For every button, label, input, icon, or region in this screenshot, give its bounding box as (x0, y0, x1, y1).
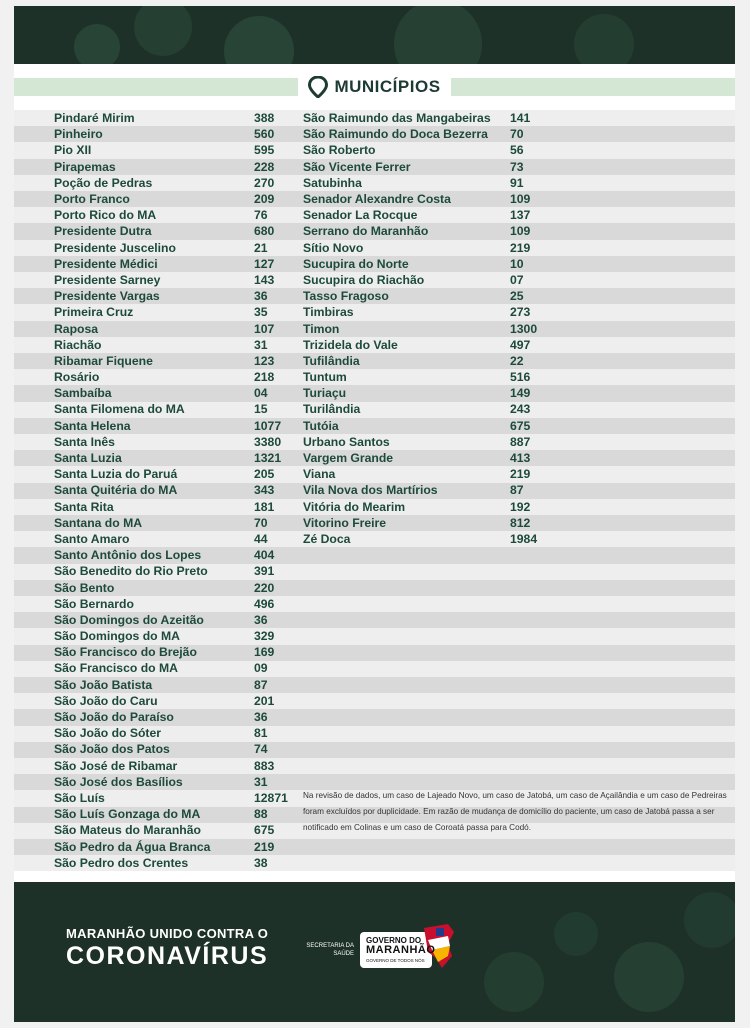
municipality-row (303, 126, 537, 142)
municipality-name: Senador Alexandre Costa (303, 192, 451, 207)
case-count: 87 (510, 483, 524, 498)
section-title (14, 70, 735, 104)
case-count: 388 (254, 111, 275, 126)
case-count: 391 (254, 564, 275, 579)
municipality-row (54, 110, 288, 126)
municipality-name: Sucupira do Norte (303, 256, 409, 271)
municipality-list-left (54, 110, 288, 871)
municipality-row (54, 256, 288, 272)
case-count: 169 (254, 645, 275, 660)
municipality-row (54, 337, 288, 353)
municipality-row (54, 175, 288, 191)
municipality-name: Santana do MA (54, 515, 143, 530)
municipality-name: Pio XII (54, 143, 92, 158)
case-count: 218 (254, 370, 275, 385)
municipality-name: São Bernardo (54, 596, 134, 611)
case-count: 209 (254, 192, 275, 207)
case-count: 21 (254, 240, 268, 255)
case-count: 273 (510, 305, 531, 320)
municipality-row (303, 142, 537, 158)
municipality-row (303, 320, 537, 336)
municipality-row (54, 547, 288, 563)
case-count: 219 (510, 467, 531, 482)
municipality-row (54, 677, 288, 693)
municipality-name: São Benedito do Rio Preto (54, 564, 208, 579)
municipality-row (54, 725, 288, 741)
municipality-name: Ribamar Fiquene (54, 353, 153, 368)
municipality-row (303, 353, 537, 369)
municipality-row (54, 563, 288, 579)
case-count: 36 (254, 710, 268, 725)
municipality-name: São Domingos do Azeitão (54, 612, 204, 627)
case-count: 10 (510, 256, 524, 271)
case-count: 219 (510, 240, 531, 255)
case-count: 81 (254, 726, 268, 741)
municipality-row (54, 612, 288, 628)
municipality-name: Poção de Pedras (54, 175, 153, 190)
municipality-name: São Raimundo das Mangabeiras (303, 111, 491, 126)
virus-decoration (134, 6, 192, 56)
case-count: 137 (510, 208, 531, 223)
case-count: 25 (510, 289, 524, 304)
municipality-name: São Domingos do MA (54, 629, 180, 644)
municipality-row (54, 741, 288, 757)
municipality-name: Urbano Santos (303, 434, 390, 449)
municipality-name: Timbiras (303, 305, 354, 320)
municipality-name: Sucupira do Riachão (303, 272, 425, 287)
location-pin-icon (308, 76, 328, 98)
case-count: 329 (254, 629, 275, 644)
municipality-name: Rosário (54, 370, 100, 385)
municipality-row (303, 207, 537, 223)
municipality-name: Pindaré Mirim (54, 111, 135, 126)
municipality-row (303, 191, 537, 207)
municipality-row (54, 660, 288, 676)
municipality-row (303, 401, 537, 417)
municipality-row (54, 191, 288, 207)
case-count: 22 (510, 353, 524, 368)
municipality-name: Santa Luzia (54, 451, 122, 466)
municipality-name: São Luís Gonzaga do MA (54, 807, 201, 822)
municipality-row (54, 223, 288, 239)
case-count: 560 (254, 127, 275, 142)
case-count: 3380 (254, 434, 282, 449)
municipality-row (54, 531, 288, 547)
municipality-name: São Luís (54, 790, 105, 805)
municipality-row (54, 855, 288, 871)
municipality-name: Santo Antônio dos Lopes (54, 548, 202, 563)
municipality-name: Santa Inês (54, 434, 115, 449)
municipality-row (303, 110, 537, 126)
municipality-row (303, 223, 537, 239)
municipality-name: São Roberto (303, 143, 376, 158)
municipality-row (303, 385, 537, 401)
case-count: 220 (254, 580, 275, 595)
case-count: 09 (254, 661, 268, 676)
municipality-row (54, 272, 288, 288)
municipality-row (303, 337, 537, 353)
case-count: 123 (254, 353, 275, 368)
municipality-name: São José de Ribamar (54, 758, 178, 773)
municipality-name: São Raimundo do Doca Bezerra (303, 127, 488, 142)
municipality-name: Timon (303, 321, 340, 336)
case-count: 1984 (510, 531, 538, 546)
gov-line-2: MARANHÃO (366, 944, 436, 956)
municipality-name: Vitória do Mearim (303, 499, 406, 514)
municipality-name: Raposa (54, 321, 99, 336)
municipality-name: Presidente Dutra (54, 224, 152, 239)
case-count: 07 (510, 272, 524, 287)
municipality-name: São João do Caru (54, 693, 158, 708)
municipality-name: Viana (303, 467, 336, 482)
municipality-name: São Bento (54, 580, 115, 595)
municipality-name: Pinheiro (54, 127, 103, 142)
case-count: 87 (254, 677, 268, 692)
municipality-name: São Pedro dos Crentes (54, 855, 189, 870)
case-count: 73 (510, 159, 524, 174)
municipality-row (54, 790, 288, 806)
municipality-name: Tutóia (303, 418, 339, 433)
municipality-name: Turiaçu (303, 386, 347, 401)
municipality-row (303, 175, 537, 191)
case-count: 675 (254, 823, 275, 838)
slogan-line-1: MARANHÃO UNIDO CONTRA O (66, 926, 269, 941)
municipality-row (54, 320, 288, 336)
municipality-name: Presidente Juscelino (54, 240, 176, 255)
municipality-name: Trizidela do Vale (303, 337, 398, 352)
case-count: 228 (254, 159, 275, 174)
municipality-row (54, 207, 288, 223)
gov-line-3: GOVERNO DE TODOS NÓS (366, 958, 425, 963)
case-count: 496 (254, 596, 275, 611)
case-count: 143 (254, 272, 275, 287)
case-count: 1077 (254, 418, 282, 433)
case-count: 343 (254, 483, 275, 498)
municipality-row (54, 515, 288, 531)
virus-decoration (614, 942, 684, 1012)
case-count: 109 (510, 224, 531, 239)
municipality-row (54, 159, 288, 175)
case-count: 1321 (254, 451, 282, 466)
case-count: 270 (254, 175, 275, 190)
municipality-row (54, 369, 288, 385)
municipality-row (54, 499, 288, 515)
case-count: 141 (510, 111, 531, 126)
municipality-row (54, 288, 288, 304)
case-count: 883 (254, 758, 275, 773)
bulletin-page (14, 6, 735, 1022)
footer-band (14, 882, 735, 1022)
municipality-row (54, 774, 288, 790)
municipality-name: Satubinha (303, 175, 362, 190)
municipality-name: São João Batista (54, 677, 153, 692)
municipality-name: São Mateus do Maranhão (54, 823, 201, 838)
case-count: 201 (254, 693, 275, 708)
revision-note: Na revisão de dados, um caso de Lajeado Novo, um caso de Jatobá, um caso de Açailândia e um caso de Pedreiras foram excluídos por duplicidade. Em razão de mudança de domicílio do paciente, um caso de Jatobá passa a ser notificado em Colinas e um caso de Coroatá passa para Codó. (303, 791, 727, 833)
case-count: 04 (254, 386, 268, 401)
case-count: 74 (254, 742, 268, 757)
secretaria-label: SECRETARIA DA SAÚDE (306, 943, 354, 957)
municipality-row (303, 272, 537, 288)
case-count: 70 (254, 515, 268, 530)
case-count: 31 (254, 337, 268, 352)
municipality-row (54, 579, 288, 595)
municipality-name: São Pedro da Água Branca (54, 839, 211, 854)
case-count: 516 (510, 370, 531, 385)
case-count: 219 (254, 839, 275, 854)
municipality-name: Presidente Médici (54, 256, 158, 271)
municipality-name: Santa Rita (54, 499, 114, 514)
municipality-name: São João do Paraíso (54, 710, 174, 725)
case-count: 35 (254, 305, 268, 320)
municipality-name: Santa Helena (54, 418, 131, 433)
municipality-row (54, 304, 288, 320)
case-count: 181 (254, 499, 275, 514)
municipality-name: Turilândia (303, 402, 361, 417)
municipality-name: São José dos Basílios (54, 774, 183, 789)
municipality-row (54, 450, 288, 466)
case-count: 680 (254, 224, 275, 239)
municipality-row (54, 822, 288, 838)
case-count: 36 (254, 612, 268, 627)
municipality-row (54, 434, 288, 450)
municipality-row (303, 434, 537, 450)
virus-decoration (554, 912, 598, 956)
municipality-row (303, 450, 537, 466)
case-count: 76 (254, 208, 268, 223)
municipality-name: Riachão (54, 337, 102, 352)
municipality-name: São Francisco do Brejão (54, 645, 197, 660)
municipality-row (303, 515, 537, 531)
municipality-row (54, 693, 288, 709)
municipality-row (54, 142, 288, 158)
case-count: 149 (510, 386, 531, 401)
virus-decoration (224, 16, 294, 64)
municipality-row (54, 482, 288, 498)
municipality-row (54, 353, 288, 369)
case-count: 887 (510, 434, 531, 449)
municipality-name: Santa Luzia do Paruá (54, 467, 178, 482)
municipality-row (303, 159, 537, 175)
municipality-row (54, 385, 288, 401)
case-count: 56 (510, 143, 524, 158)
municipality-name: Porto Franco (54, 192, 130, 207)
case-count: 36 (254, 289, 268, 304)
case-count: 88 (254, 807, 268, 822)
municipality-row (54, 709, 288, 725)
municipality-name: Santa Quitéria do MA (54, 483, 178, 498)
municipality-row (54, 628, 288, 644)
municipality-row (54, 596, 288, 612)
municipality-name: Zé Doca (303, 531, 351, 546)
case-count: 107 (254, 321, 275, 336)
case-count: 31 (254, 774, 268, 789)
case-count: 38 (254, 855, 268, 870)
virus-decoration (574, 14, 634, 64)
municipality-row (303, 304, 537, 320)
municipality-name: São Vicente Ferrer (303, 159, 411, 174)
municipality-row (303, 256, 537, 272)
municipality-name: Sítio Novo (303, 240, 364, 255)
municipality-name: Vitorino Freire (303, 515, 387, 530)
municipality-name: São João dos Patos (54, 742, 170, 757)
municipality-name: Presidente Sarney (54, 272, 161, 287)
municipality-name: Senador La Rocque (303, 208, 418, 223)
case-count: 595 (254, 143, 275, 158)
government-logo (360, 922, 456, 972)
page-title: MUNICÍPIOS (334, 77, 441, 96)
municipality-row (54, 758, 288, 774)
case-count: 44 (254, 531, 268, 546)
municipality-row (303, 288, 537, 304)
municipality-name: São João do Sóter (54, 726, 161, 741)
gov-line-1: GOVERNO DO (366, 936, 422, 945)
municipality-name: Sambaíba (54, 386, 112, 401)
case-count: 812 (510, 515, 531, 530)
municipality-name: Primeira Cruz (54, 305, 134, 320)
municipality-row (54, 838, 288, 854)
municipality-row (303, 531, 537, 547)
case-count: 70 (510, 127, 524, 142)
case-count: 243 (510, 402, 531, 417)
municipality-row (303, 466, 537, 482)
municipality-row (303, 369, 537, 385)
case-count: 1300 (510, 321, 538, 336)
municipality-name: Tufilândia (303, 353, 360, 368)
municipality-name: São Francisco do MA (54, 661, 178, 676)
municipality-name: Vila Nova dos Martírios (303, 483, 438, 498)
case-count: 91 (510, 175, 524, 190)
case-count: 192 (510, 499, 531, 514)
municipality-name: Vargem Grande (303, 451, 394, 466)
header-band (14, 6, 735, 64)
virus-decoration (74, 24, 120, 64)
municipality-row (303, 418, 537, 434)
municipality-row (54, 418, 288, 434)
virus-decoration (394, 6, 482, 64)
municipality-name: Tasso Fragoso (303, 289, 389, 304)
municipality-name: Santa Filomena do MA (54, 402, 185, 417)
municipality-list-right (303, 110, 537, 547)
case-count: 205 (254, 467, 275, 482)
municipality-row (303, 240, 537, 256)
case-count: 675 (510, 418, 531, 433)
municipality-row (54, 126, 288, 142)
virus-decoration (484, 952, 544, 1012)
municipality-name: Serrano do Maranhão (303, 224, 429, 239)
municipality-row (303, 499, 537, 515)
municipality-row (54, 466, 288, 482)
municipality-name: Porto Rico do MA (54, 208, 157, 223)
slogan-line-2: CORONAVÍRUS (66, 942, 269, 970)
municipality-row (54, 644, 288, 660)
case-count: 497 (510, 337, 531, 352)
municipality-row (54, 240, 288, 256)
case-count: 109 (510, 192, 531, 207)
municipality-name: Santo Amaro (54, 531, 130, 546)
municipality-name: Pirapemas (54, 159, 116, 174)
case-count: 413 (510, 451, 531, 466)
case-count: 15 (254, 402, 268, 417)
municipality-row (303, 482, 537, 498)
virus-decoration (684, 892, 735, 948)
municipality-row (54, 806, 288, 822)
case-count: 12871 (254, 790, 288, 805)
municipality-name: Tuntum (303, 370, 347, 385)
case-count: 404 (254, 548, 275, 563)
case-count: 127 (254, 256, 275, 271)
municipality-row (54, 401, 288, 417)
municipality-name: Presidente Vargas (54, 289, 160, 304)
